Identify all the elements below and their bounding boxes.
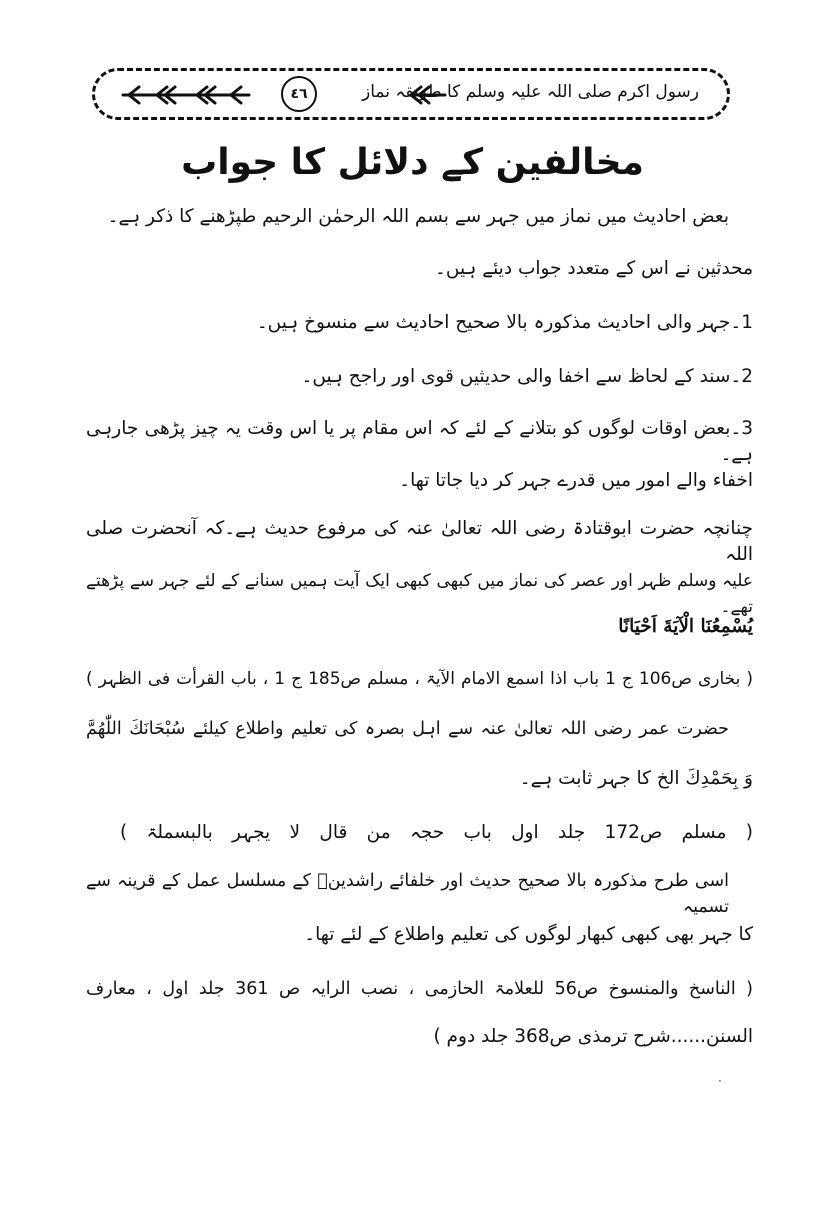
arabic-quote: يُسْمِعُنَا الْآيَةَ اَحْيَانًا xyxy=(618,616,753,637)
running-title: رسول اکرم صلی اللہ علیہ وسلم کا طریقہ نماز xyxy=(362,82,699,102)
section-heading: مخالفین کے دلائل کا جواب xyxy=(181,142,644,183)
page-number: ٤٦ xyxy=(281,76,317,112)
body-line-5: 3۔بعض اوقات لوگوں کو بتلانے کے لئے کہ اس مقام پر یا اس وقت یہ چیز پڑھی جارہی ہے۔ xyxy=(86,418,753,465)
body-line-2: محدثین نے اس کے متعدد جواب دیئے ہیں۔ xyxy=(435,258,753,279)
body-line-11: اسی طرح مذکورہ بالا صحیح حدیث اور خلفائے راشدینؓ کے مسلسل عمل کے قرینہ سے تسمیہ xyxy=(86,871,729,917)
body-line-12: کا جہر بھی کبھی کبھار لوگوں کی تعلیم واطلاع کے لئے تھا۔ xyxy=(304,924,753,945)
reference-1: ( بخاری ص106 ج 1 باب اذا اسمع الامام الآیۃ ، مسلم ص185 ج 1 ، باب القرأت فی الظہر ) xyxy=(86,669,753,689)
reference-3-line-1: ( الناسخ والمنسوخ ص56 للعلامۃ الحازمی ، نصب الرایہ ص 361 جلد اول ، معارف xyxy=(86,979,753,999)
reference-3-line-2: السنن......شرح ترمذی ص368 جلد دوم ) xyxy=(433,1026,753,1047)
body-line-7: چنانچہ حضرت ابوقتادۃ رضی اللہ تعالیٰ عنہ کی مرفوع حدیث ہے۔کہ آنحضرت صلی اللہ xyxy=(86,518,753,565)
body-line-3: 1۔جہر والی احادیث مذکورہ بالا صحیح احادیث سے منسوخ ہیں۔ xyxy=(256,312,753,333)
reference-2: ( مسلم ص172 جلد اول باب حجہ من قال لا یجہر بالبسملۃ ) xyxy=(120,822,753,843)
body-line-8: علیہ وسلم ظہر اور عصر کی نماز میں کبھی کبھی ایک آیت ہمیں سنانے کے لئے جہر سے پڑھتے تھے۔ xyxy=(86,571,753,617)
body-line-9: حضرت عمر رضی اللہ تعالیٰ عنہ سے اہل بصرہ کی تعلیم واطلاع کیلئے سُبْحَانَكَ اللّٰهُمَّ xyxy=(86,719,729,739)
body-line-10: وَ بِحَمْدِكَ الخ کا جہر ثابت ہے۔ xyxy=(519,768,753,789)
page-header xyxy=(92,68,730,120)
body-line-6: اخفاء والے امور میں قدرے جہر کر دیا جاتا تھا۔ xyxy=(399,470,753,491)
decorative-arrows-icon xyxy=(121,83,251,111)
print-speck: · xyxy=(718,1074,722,1088)
body-line-1: بعض احادیث میں نماز میں جہر سے بسم اللہ الرحمٰن الرحیم طپڑھنے کا ذکر ہے۔ xyxy=(107,206,729,227)
body-line-4: 2۔سند کے لحاظ سے اخفا والی حدیثیں قوی اور راجح ہیں۔ xyxy=(301,366,753,387)
